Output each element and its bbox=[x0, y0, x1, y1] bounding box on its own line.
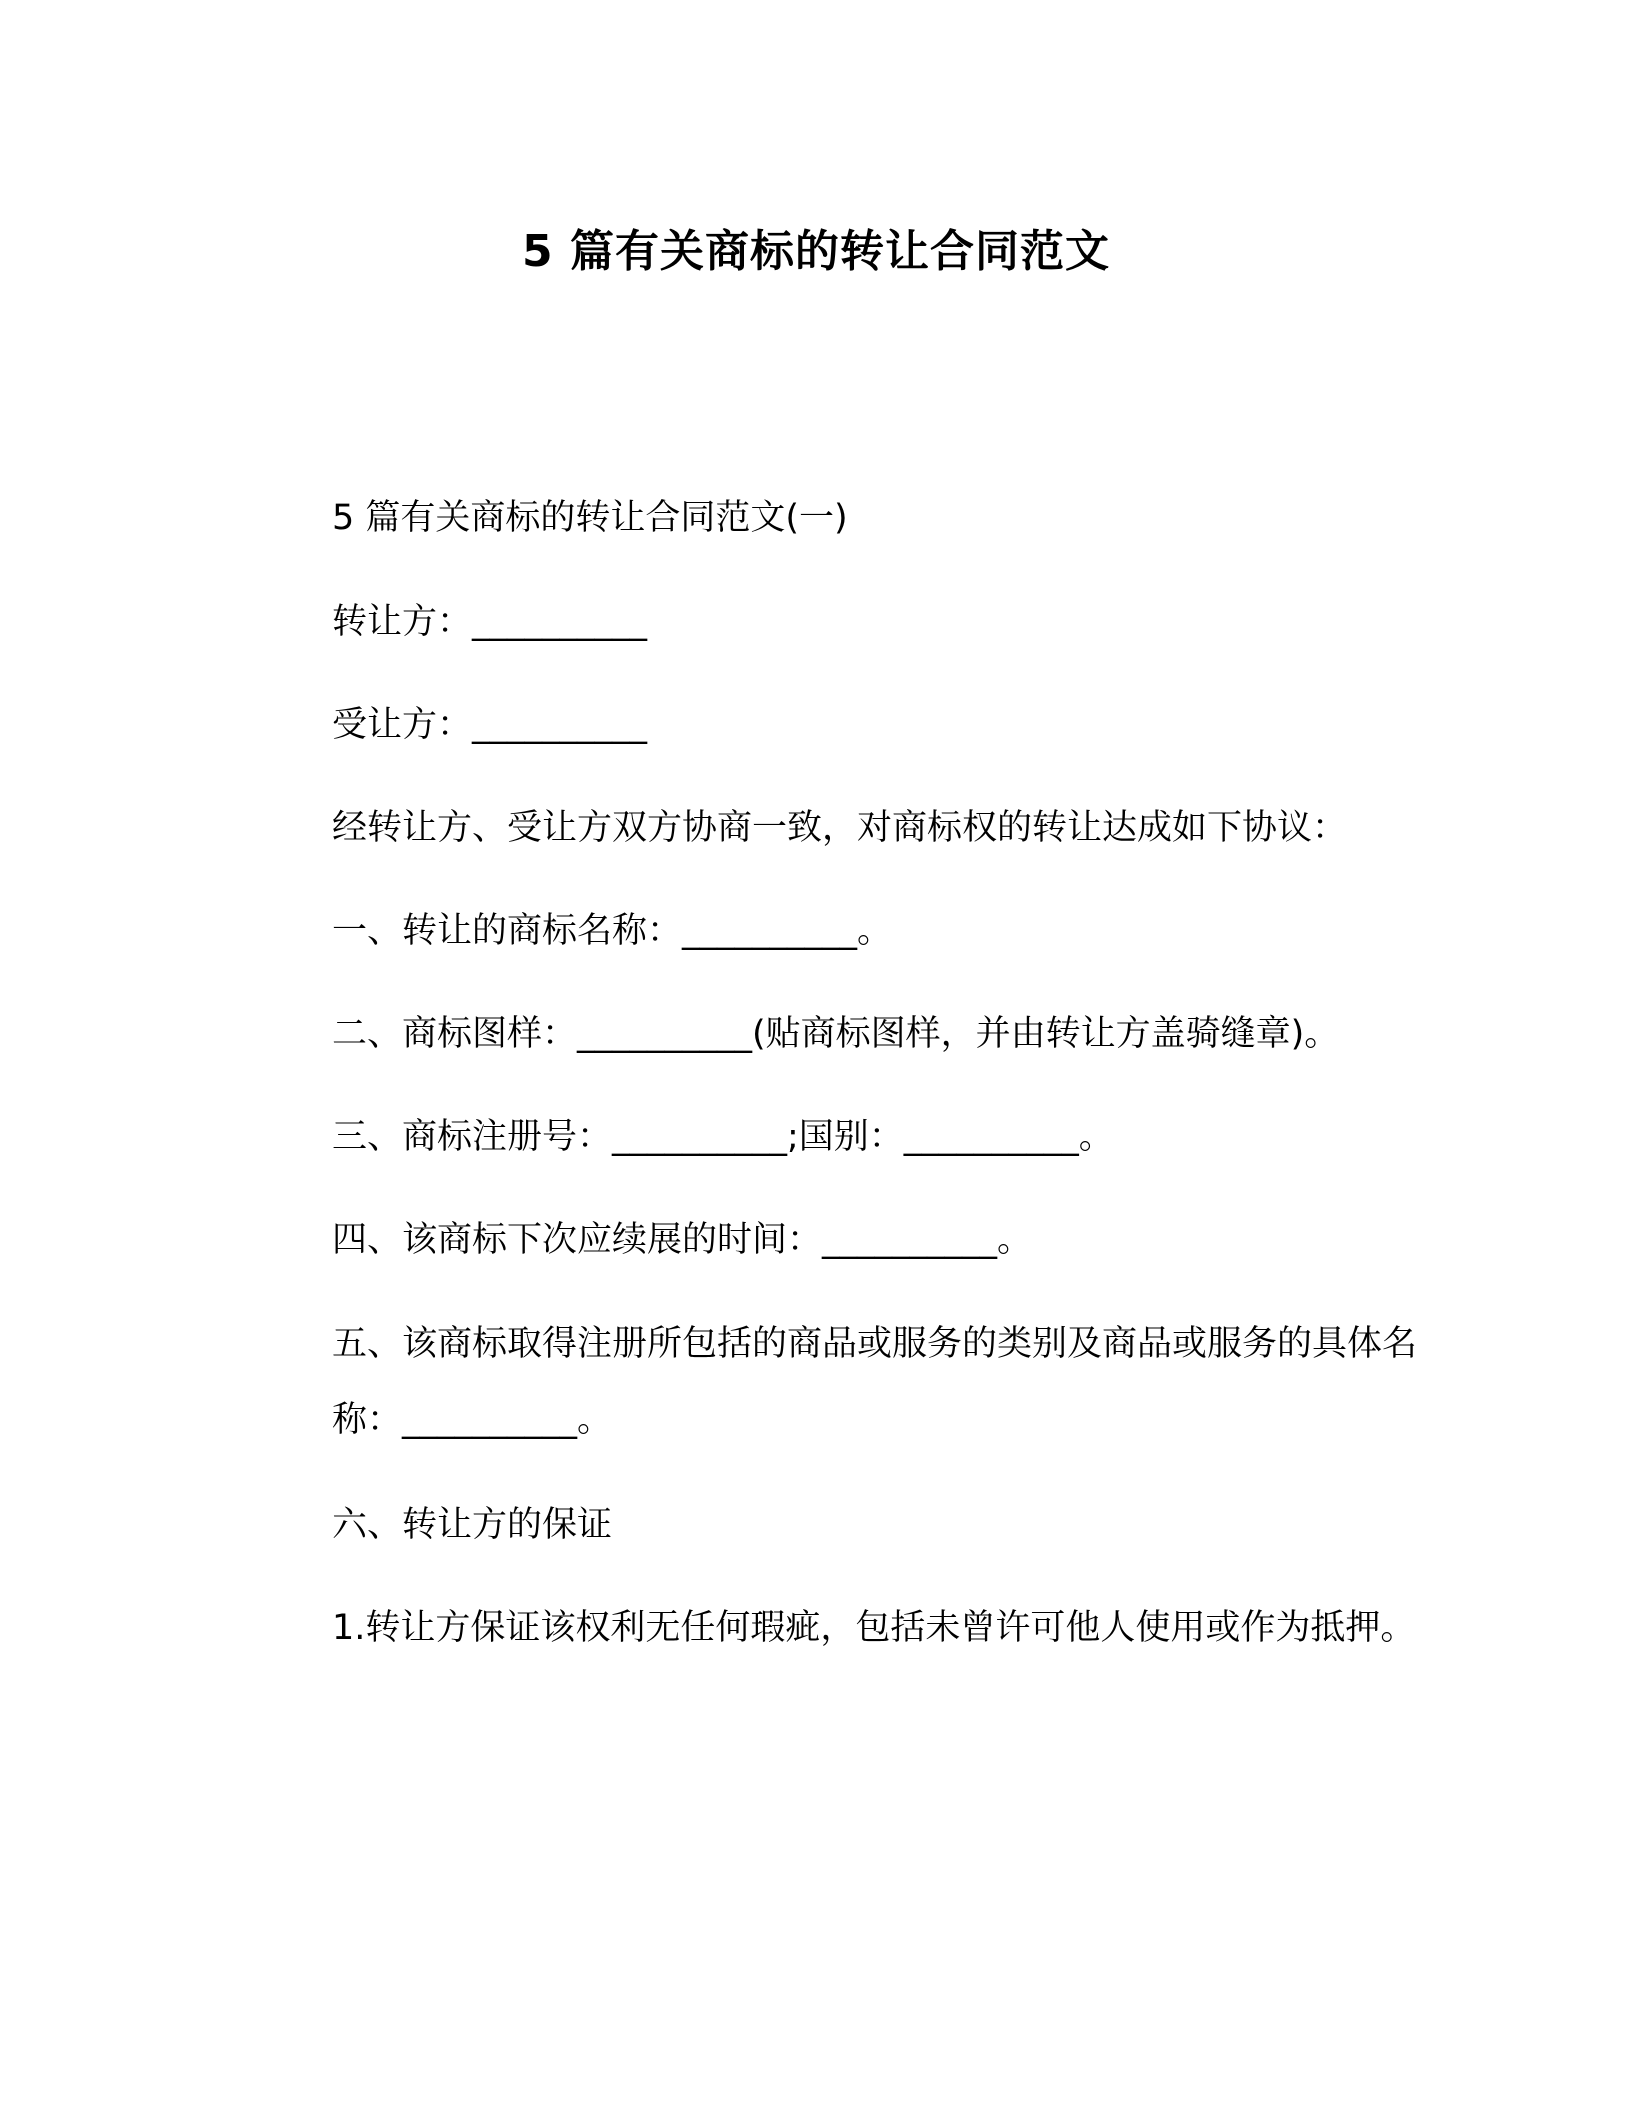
transferee-line: 受让方：__________ bbox=[332, 705, 648, 745]
clause-4: 四、该商标下次应续展的时间：__________。 bbox=[332, 1220, 1033, 1260]
clause-6-item-1: 1.转让方保证该权利无任何瑕疵，包括未曾许可他人使用或作为抵押。 bbox=[332, 1608, 1416, 1648]
clause-1: 一、转让的商标名称：__________。 bbox=[332, 911, 893, 951]
transferor-line: 转让方：__________ bbox=[332, 602, 648, 642]
clause-2: 二、商标图样：__________(贴商标图样，并由转让方盖骑缝章)。 bbox=[332, 1014, 1340, 1054]
document-title: 5 篇有关商标的转让合同范文 bbox=[522, 226, 1110, 277]
agreement-intro: 经转让方、受让方双方协商一致，对商标权的转让达成如下协议： bbox=[332, 808, 1348, 848]
clause-6-heading: 六、转让方的保证 bbox=[332, 1505, 613, 1545]
clause-3: 三、商标注册号：__________;国别：__________。 bbox=[332, 1117, 1114, 1157]
section-heading: 5 篇有关商标的转让合同范文(一) bbox=[332, 498, 848, 538]
clause-5: 五、该商标取得注册所包括的商品或服务的类别及商品或服务的具体名称：__________。 bbox=[332, 1324, 1418, 1440]
